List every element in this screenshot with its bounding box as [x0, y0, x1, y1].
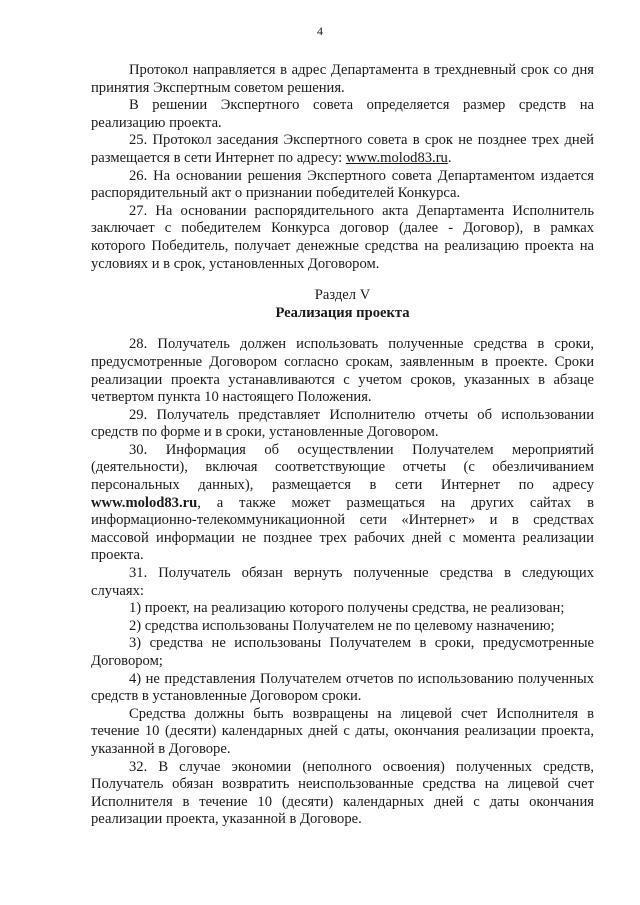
list-item-2: 2) средства использованы Получателем не по целевому назначению; [129, 617, 555, 634]
website-bold: www.molod83.ru [91, 494, 198, 511]
document-body [91, 62, 594, 829]
list-item-1: 1) проект, на реализацию которого получены средства, не реализован; [129, 600, 565, 617]
paragraph-32: 32. В случае экономии (неполного освоения) полученных средств, Получатель обязан возвратить неиспользованные средства на лицевой счет Исполнителя в течение 10 (десяти) календарных дней с даты окончания реализации проекта, указанной в Договоре. [91, 758, 594, 828]
paragraph-25-text: 25. Протокол заседания Экспертного совета в срок не позднее трех дней размещается в сети Интернет по адресу: [91, 132, 594, 166]
paragraph-30 [91, 442, 594, 565]
list-item-3: 3) средства не использованы Получателем в сроки, предусмотренные Договором; [91, 635, 594, 669]
list-item-4: 4) не представления Получателем отчетов по использованию полученных средств в установленные Договором сроки. [91, 670, 594, 705]
paragraph-31-intro: 31. Получатель обязан вернуть полученные средства в следующих случаях: [91, 565, 594, 599]
paragraph-26: 26. На основании решения Экспертного совета Департаментом издается распорядительный акт о признании победителей Конкурса. [91, 167, 594, 202]
paragraph-25-end: . [447, 149, 452, 166]
section-title: Реализация проекта [275, 304, 410, 321]
website-link[interactable]: www.molod83.ru [345, 149, 448, 166]
paragraph-28: 28. Получатель должен использовать полученные средства в сроки, предусмотренные Договором согласно срокам, заявленным в проекте. Сроки реализации проекта устанавливаются с учетом сроков, указанных в абзаце четвертом пункта 10 настоящего Положения. [91, 336, 594, 406]
paragraph-funding-amount: В решении Экспертного совета определяется размер средств на реализацию проекта. [91, 97, 594, 131]
paragraph-30-after: , а также может размещаться на других сайтах в информационно-телекоммуникационной сети «Интернет» и в средствах массовой информации не позднее трех рабочих дней с момента реализации проекта. [91, 494, 594, 564]
paragraph-30-before: 30. Информация об осуществлении Получателем мероприятий (деятельности), включая соответствующие отчеты (с обезличиванием персональных данных), размещается в сети Интернет по адресу [91, 441, 594, 494]
paragraph-return-funds: Средства должны быть возвращены на лицевой счет Исполнителя в течение 10 (десяти) календарных дней с даты, окончания реализации проекта, указанной в Договоре. [91, 705, 594, 757]
page-number: 4 [317, 24, 323, 38]
paragraph-27: 27. На основании распорядительного акта Департамента Исполнитель заключает с победителем Конкурса договор (далее - Договор), в рамках которого Победитель, получает денежные средства на реализацию проекта на условиях и в срок, установленных Договором. [91, 202, 594, 272]
paragraph-29: 29. Получатель представляет Исполнителю отчеты об использовании средств по форме и в сроки, установленные Договором. [91, 406, 594, 441]
paragraph-protocol-sent: Протокол направляется в адрес Департамента в трехдневный срок со дня принятия Экспертным советом решения. [91, 62, 594, 96]
paragraph-25 [91, 132, 594, 167]
section-label: Раздел V [314, 287, 371, 304]
